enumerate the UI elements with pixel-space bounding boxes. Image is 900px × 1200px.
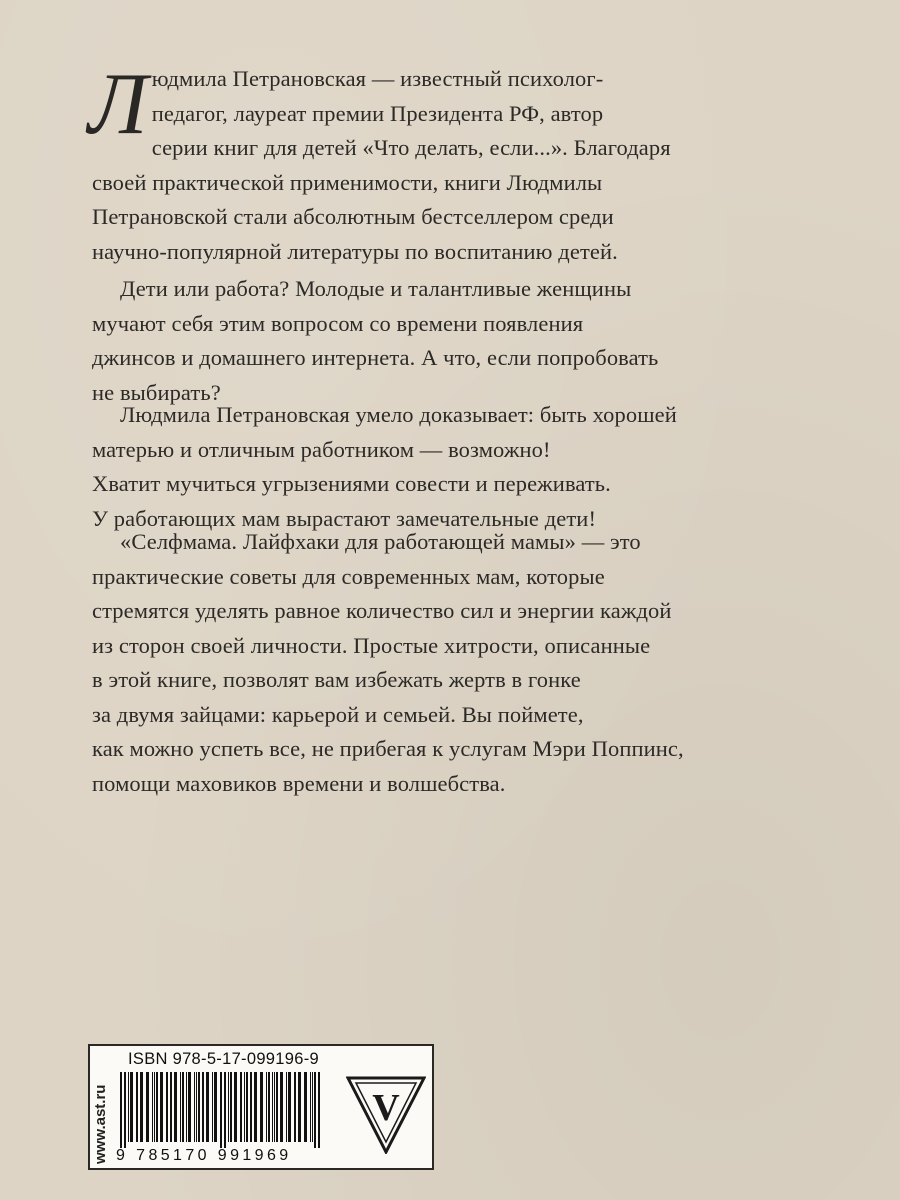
barcode-bar <box>174 1072 177 1142</box>
intro-line: серии книг для детей «Что делать, если...». Благодаря <box>151 135 671 160</box>
barcode-bar <box>274 1072 275 1142</box>
barcode-bar <box>160 1072 163 1142</box>
barcode-bar <box>228 1072 229 1142</box>
paragraph-line: как можно успеть все, не прибегая к услугам Мэри Поппинс, <box>92 736 684 761</box>
paragraph-proof <box>92 398 812 536</box>
barcode-bar <box>220 1072 222 1148</box>
barcode-bar <box>188 1072 191 1142</box>
paragraph-line: мучают себя этим вопросом со времени появления <box>92 310 584 336</box>
barcode-bar <box>286 1072 287 1142</box>
barcode-bar <box>318 1072 320 1148</box>
barcode-bar <box>280 1072 283 1142</box>
intro-line: своей практической применимости, книги Людмилы <box>92 169 603 195</box>
barcode-bar <box>230 1072 232 1142</box>
barcode-bar <box>224 1072 226 1148</box>
barcode-bar <box>124 1072 126 1148</box>
barcode-bar <box>288 1072 291 1142</box>
barcode-bar <box>198 1072 200 1142</box>
barcode-bar <box>314 1072 316 1148</box>
barcode-bar <box>180 1072 181 1142</box>
barcode-bar <box>194 1072 195 1142</box>
publisher-logo-icon <box>346 1074 426 1154</box>
paragraph-line: джинсов и домашнего интернета. А что, если попробовать <box>92 345 659 370</box>
logo-letter: V <box>372 1087 400 1129</box>
barcode-digits: 9 785170 991969 <box>116 1147 292 1164</box>
barcode-bar <box>244 1072 245 1142</box>
isbn-number: ISBN 978-5-17-099196-9 <box>128 1050 319 1068</box>
barcode-bar <box>276 1072 278 1142</box>
paragraph-line: за двумя зайцами: карьерой и семьей. Вы поймете, <box>92 701 584 727</box>
barcode-bar <box>312 1072 313 1142</box>
intro-line: юдмила Петрановская — известный психолог- <box>151 66 604 91</box>
paragraph-line: Дети или работа? Молодые и талантливые женщины <box>120 276 632 301</box>
barcode-bar <box>206 1072 209 1142</box>
paragraph-line: из сторон своей личности. Простые хитрости, описанные <box>92 632 651 658</box>
barcode-bar <box>120 1072 122 1148</box>
barcode-bar <box>154 1072 155 1142</box>
barcode-bar <box>268 1072 270 1142</box>
barcode-bar <box>182 1072 184 1142</box>
barcode-bar <box>128 1072 129 1142</box>
paragraph-book-description <box>92 525 812 801</box>
barcode-bar <box>294 1072 296 1142</box>
drop-cap: Л <box>88 56 148 153</box>
intro-line: Петрановской стали абсолютным бестселлером среди <box>92 204 614 229</box>
barcode-bar <box>140 1072 143 1142</box>
barcode-bar <box>214 1072 217 1142</box>
paragraph-line: Хватит мучиться угрызениями совести и переживать. <box>92 471 611 496</box>
paragraph-line: матерью и отличным работником — возможно! <box>92 436 551 462</box>
barcode-bar <box>240 1072 242 1142</box>
barcode-bar <box>202 1072 204 1142</box>
paragraph-line: не выбирать? <box>92 379 221 405</box>
barcode-bar <box>298 1072 301 1142</box>
barcode-bar <box>152 1072 153 1142</box>
barcode-bar <box>212 1072 213 1142</box>
author-intro <box>88 56 812 269</box>
paragraph-line: помощи маховиков времени и волшебства. <box>92 770 506 796</box>
paragraph-line: стремятся уделять равное количество сил и энергии каждой <box>92 598 672 623</box>
barcode-bar <box>166 1072 168 1142</box>
barcode-bar <box>266 1072 267 1142</box>
barcode-bar <box>196 1072 197 1142</box>
publisher-website: www.ast.ru <box>92 1084 109 1164</box>
barcode-bar <box>250 1072 252 1142</box>
intro-line: педагог, лауреат премии Президента РФ, автор <box>151 100 604 126</box>
paragraph-children-or-work <box>92 272 812 410</box>
barcode-bar <box>246 1072 248 1142</box>
barcode-bar <box>170 1072 172 1142</box>
paragraph-line: в этой книге, позволят вам избежать жертв в гонке <box>92 667 581 692</box>
barcode-block <box>88 1044 434 1170</box>
paragraph-line: практические советы для современных мам, которые <box>92 563 605 589</box>
barcode-bar <box>310 1072 311 1142</box>
barcode-bar <box>130 1072 133 1142</box>
barcode-bar <box>234 1072 237 1142</box>
paragraph-line: «Селфмама. Лайфхаки для работающей мамы» — это <box>120 529 641 554</box>
barcode-bar <box>186 1072 187 1142</box>
paragraph-line: У работающих мам вырастают замечательные дети! <box>92 505 597 531</box>
barcode-bar <box>146 1072 149 1142</box>
intro-line: научно-популярной литературы по воспитанию детей. <box>92 238 618 264</box>
barcode-bar <box>272 1072 273 1142</box>
barcode-bar <box>260 1072 263 1142</box>
barcode-bar <box>136 1072 138 1142</box>
barcode-bar <box>254 1072 257 1142</box>
paragraph-line: Людмила Петрановская умело доказывает: быть хорошей <box>120 402 677 427</box>
barcode-bar <box>156 1072 158 1142</box>
barcode-bars <box>120 1072 332 1148</box>
barcode-bar <box>304 1072 307 1142</box>
